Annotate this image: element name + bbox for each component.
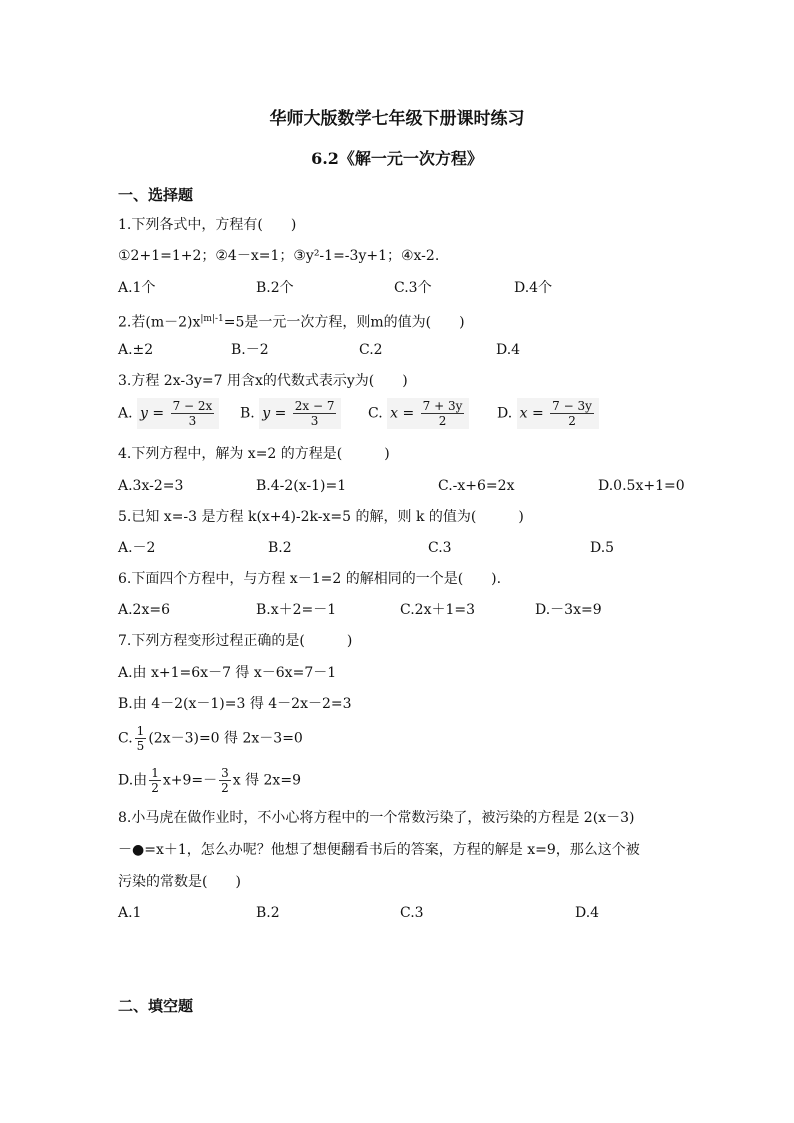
q7-option-d-denominator-2: 2 xyxy=(221,781,229,795)
q7-option-d xyxy=(118,766,301,795)
q3-option-d xyxy=(497,398,599,429)
q7-option-d-label: D.由 xyxy=(118,772,148,789)
q3-option-d-lhs: x = xyxy=(519,405,544,422)
q5-option-c: C.3 xyxy=(428,540,452,556)
q7-option-c-denominator: 5 xyxy=(136,739,145,753)
q2-option-d: D.4 xyxy=(496,342,521,358)
q7-option-c-label: C. xyxy=(118,730,133,747)
q7-option-d-denominator-1: 2 xyxy=(151,781,159,795)
q1-option-c: C.3个 xyxy=(394,280,432,296)
q3-option-c-label: C. xyxy=(368,405,383,422)
q3-option-b-denominator: 3 xyxy=(310,414,319,428)
q8-option-b: B.2 xyxy=(256,905,280,921)
q1-option-b: B.2个 xyxy=(256,280,294,296)
q3-option-c xyxy=(368,398,469,429)
document-title: 华师大版数学七年级下册课时练习 xyxy=(269,109,525,129)
q7-option-c xyxy=(118,724,303,753)
q5-option-a: A.－2 xyxy=(118,540,156,556)
q3-option-b xyxy=(240,398,341,429)
q8-option-a: A.1 xyxy=(118,905,142,921)
document-subtitle: 6.2《解一元一次方程》 xyxy=(311,149,483,168)
question-6-stem: 6.下面四个方程中，与方程 x－1=2 的解相同的一个是( ). xyxy=(118,571,502,587)
question-2-stem xyxy=(118,309,465,333)
question-7-stem: 7.下列方程变形过程正确的是( ) xyxy=(118,633,353,649)
q3-option-c-numerator: 7 + 3y xyxy=(422,399,463,413)
q2-option-c: C.2 xyxy=(359,342,383,358)
question-1-stem: 1.下列各式中，方程有( ) xyxy=(118,217,297,233)
q8-option-d: D.4 xyxy=(575,905,600,921)
q8-option-c: C.3 xyxy=(400,905,424,921)
section-heading-choice: 一、选择题 xyxy=(118,186,194,204)
q7-option-c-rest: (2x－3)=0 得 2x－3=0 xyxy=(148,730,303,747)
q7-option-d-numerator-1: 1 xyxy=(151,766,159,780)
question-8-line-1: 8.小马虎在做作业时，不小心将方程中的一个常数污染了，被污染的方程是 2(x－3) xyxy=(118,810,635,826)
q3-option-c-lhs: x = xyxy=(390,405,415,422)
q2-option-a: A.±2 xyxy=(118,342,154,358)
q3-option-a xyxy=(118,398,219,429)
q4-option-b: B.4-2(x-1)=1 xyxy=(256,478,347,494)
q5-option-d: D.5 xyxy=(590,540,615,556)
q3-option-a-label: A. xyxy=(118,405,133,422)
question-8-line-3: 污染的常数是( ) xyxy=(118,874,241,890)
question-4-stem: 4.下列方程中，解为 x=2 的方程是( ) xyxy=(118,446,390,462)
q6-option-c: C.2x＋1=3 xyxy=(400,602,476,618)
section-heading-fill-blank: 二、填空题 xyxy=(118,997,194,1015)
q2-exponent: |m|-1 xyxy=(200,314,224,324)
q4-option-a: A.3x-2=3 xyxy=(118,478,184,494)
q3-option-c-denominator: 2 xyxy=(438,414,447,428)
q3-option-a-lhs: y = xyxy=(140,405,165,422)
q5-option-b: B.2 xyxy=(268,540,292,556)
question-8-line-2: －●=x＋1，怎么办呢？他想了想便翻看书后的答案，方程的解是 x=9，那么这个被 xyxy=(118,842,640,858)
q6-option-d: D.－3x=9 xyxy=(535,602,602,618)
q3-option-d-label: D. xyxy=(497,405,513,422)
q3-option-d-numerator: 7 − 3y xyxy=(552,399,592,413)
question-1-expressions: ①2+1=1+2；②4－x=1；③y²-1=-3y+1；④x-2. xyxy=(118,248,440,264)
q6-option-a: A.2x=6 xyxy=(118,602,171,618)
q4-option-d: D.0.5x+1=0 xyxy=(598,478,685,494)
q7-option-d-rest: x 得 2x=9 xyxy=(232,772,301,789)
q7-option-d-middle: x+9=－ xyxy=(162,772,218,789)
q3-option-a-denominator: 3 xyxy=(188,414,197,428)
q2-stem-part1: 2.若(m－2)x xyxy=(118,314,201,331)
q1-option-a: A.1个 xyxy=(118,280,156,296)
q7-option-c-numerator: 1 xyxy=(136,724,145,738)
q4-option-c: C.-x+6=2x xyxy=(438,478,515,494)
question-5-stem: 5.已知 x=-3 是方程 k(x+4)-2k-x=5 的解，则 k 的值为( ) xyxy=(118,509,524,525)
q7-option-b: B.由 4－2(x－1)=3 得 4－2x－2=3 xyxy=(118,696,352,712)
q7-option-a: A.由 x+1=6x－7 得 x－6x=7－1 xyxy=(118,665,337,681)
question-3-stem: 3.方程 2x-3y=7 用含x的代数式表示y为( ) xyxy=(118,373,408,389)
q2-stem-part2: =5是一元一次方程，则m的值为( ) xyxy=(223,314,465,331)
q1-option-d: D.4个 xyxy=(514,280,553,296)
q3-option-b-label: B. xyxy=(240,405,255,422)
q7-option-d-numerator-2: 3 xyxy=(221,766,229,780)
q3-option-a-numerator: 7 − 2x xyxy=(172,399,213,413)
q3-option-b-numerator: 2x − 7 xyxy=(294,399,335,413)
q3-option-b-lhs: y = xyxy=(262,405,287,422)
q6-option-b: B.x＋2=－1 xyxy=(256,602,337,618)
q2-option-b: B.－2 xyxy=(231,342,269,358)
q3-option-d-denominator: 2 xyxy=(568,414,576,428)
